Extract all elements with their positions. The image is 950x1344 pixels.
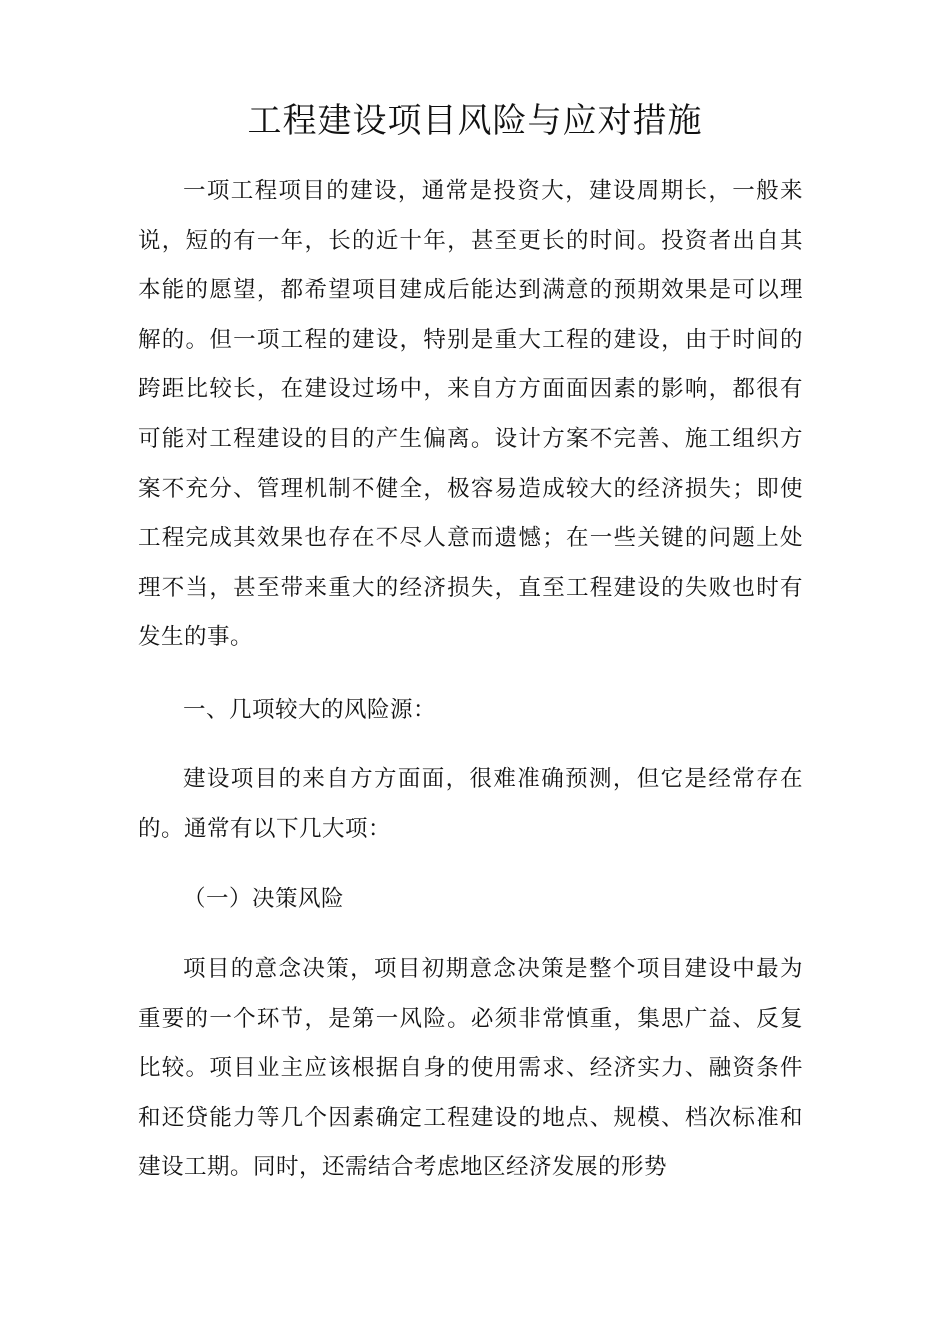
intro-paragraph: 一项工程项目的建设，通常是投资大，建设周期长，一般来说，短的有一年，长的近十年，甚至更长的时间。投资者出自其本能的愿望，都希望项目建成后能达到满意的预期效果是可以理解的。但一项工程的建设，特别是重大工程的建设，由于时间的跨距比较长，在建设过场中，来自方方面面因素的影响，都很有可能对工程建设的目的产生偏离。设计方案不完善、施工组织方案不充分、管理机制不健全，极容易造成较大的经济损失；即使工程完成其效果也存在不尽人意而遗憾；在一些关键的问题上处理不当，甚至带来重大的经济损失，直至工程建设的失败也时有发生的事。: [138, 178, 803, 651]
subsection-heading-decision-risk: （一）决策风险: [183, 886, 345, 912]
subsection-paragraph-decision-risk: 项目的意念决策，项目初期意念决策是整个项目建设中最为重要的一个环节，是第一风险。必须非常慎重，集思广益、反复比较。项目业主应该根据自身的使用需求、经济实力、融资条件和还贷能力等几个因素确定工程建设的地点、规模、档次标准和建设工期。同时，还需结合考虑地区经济发展的形势: [138, 956, 803, 1181]
section-paragraph-risk-sources: 建设项目的来自方方面面，很难准确预测，但它是经常存在的。通常有以下几大项：: [138, 766, 803, 842]
section-heading-risk-sources: 一、几项较大的风险源：: [183, 697, 437, 723]
document-title: 工程建设项目风险与应对措施: [247, 101, 703, 141]
